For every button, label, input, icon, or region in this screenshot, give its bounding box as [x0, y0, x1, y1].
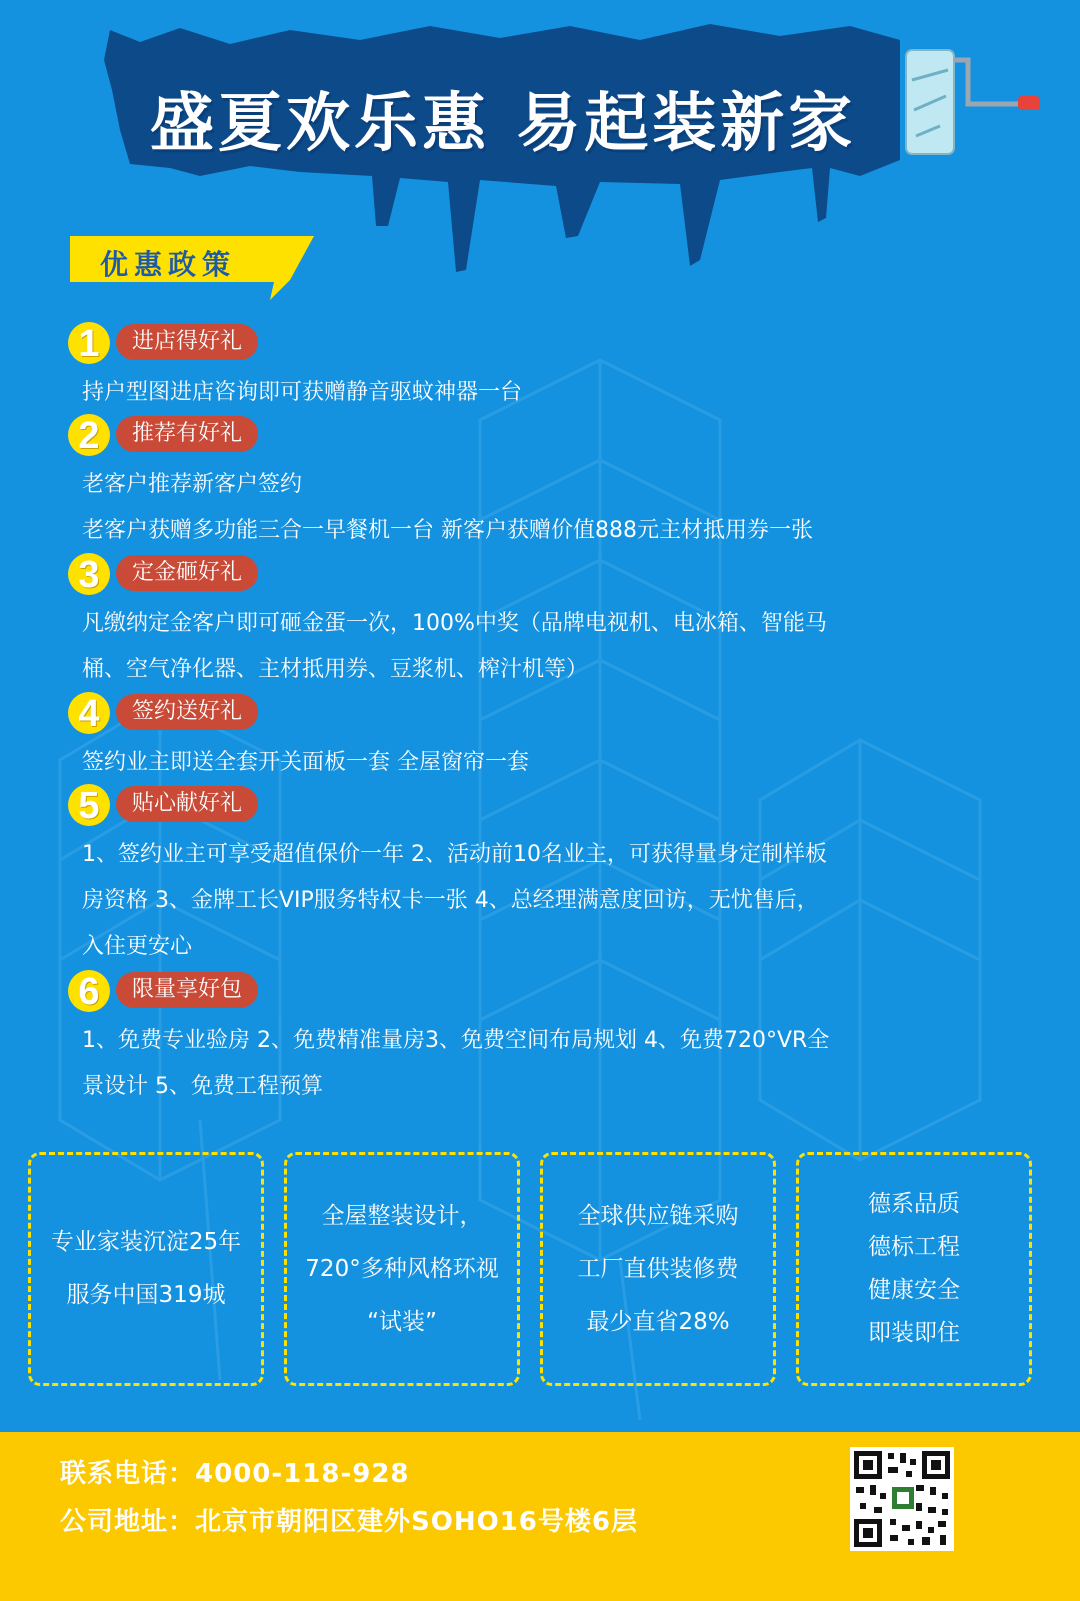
- qr-code-icon[interactable]: [850, 1447, 954, 1551]
- feature-text: 健康安全: [868, 1277, 960, 1303]
- policy-tag-label: 优惠政策: [100, 248, 237, 281]
- number-badge: 2: [68, 414, 110, 456]
- policy-item-label: 贴心献好礼: [116, 786, 258, 822]
- company-address: [60, 1501, 638, 1538]
- policy-item: [68, 322, 1028, 416]
- policy-item: [68, 553, 1028, 693]
- feature-text: 服务中国319城: [66, 1282, 226, 1308]
- policy-item: [68, 784, 1028, 970]
- number-badge: 5: [68, 784, 110, 826]
- feature-text: 全球供应链采购: [577, 1202, 739, 1229]
- phone-number[interactable]: 4000-118-928: [195, 1459, 410, 1489]
- feature-text: 德标工程: [868, 1234, 960, 1260]
- feature-text: “试装”: [367, 1308, 437, 1335]
- policy-item: [68, 970, 1028, 1110]
- number-badge: 4: [68, 692, 110, 734]
- number-badge: 6: [68, 970, 110, 1012]
- phone-label: 联系电话：: [60, 1459, 196, 1489]
- page-title: 盛夏欢乐惠 易起装新家: [150, 87, 857, 161]
- policy-item-label: 定金砸好礼: [116, 555, 258, 591]
- policy-item-text: 持户型图进店咨询即可获赠静音驱蚊神器一台: [82, 380, 523, 405]
- feature-boxes: [28, 1152, 1052, 1384]
- feature-text: 全屋整装设计，: [321, 1202, 483, 1229]
- address-text: 北京市朝阳区建外SOHO16号楼6层: [195, 1507, 638, 1537]
- contact-phone: [60, 1453, 410, 1490]
- policy-item-text: 入住更安心: [82, 934, 193, 959]
- feature-box: [28, 1152, 264, 1386]
- policy-item-text: 1、签约业主可享受超值保价一年 2、活动前10名业主，可获得量身定制样板: [82, 842, 827, 867]
- policy-item: [68, 414, 1028, 554]
- feature-text: 720°多种风格环视: [305, 1255, 499, 1282]
- paint-roller-icon: [906, 50, 1040, 154]
- feature-box: [540, 1152, 776, 1386]
- policy-item-text: 1、免费专业验房 2、免费精准量房3、免费空间布局规划 4、免费720°VR全: [82, 1028, 830, 1053]
- policy-item-text: 桶、空气净化器、主材抵用券、豆浆机、榨汁机等）: [82, 657, 589, 682]
- policy-item-text: 房资格 3、金牌工长VIP服务特权卡一张 4、总经理满意度回访，无忧售后，: [82, 888, 819, 913]
- policy-item-text: 老客户获赠多功能三合一早餐机一台 新客户获赠价值888元主材抵用券一张: [82, 518, 813, 543]
- feature-box: [284, 1152, 520, 1386]
- feature-text: 德系品质: [868, 1191, 960, 1217]
- policy-item: [68, 692, 1028, 786]
- feature-text: 最少直省28%: [586, 1308, 730, 1335]
- policy-item-label: 进店得好礼: [116, 324, 258, 360]
- number-badge: 3: [68, 553, 110, 595]
- policy-item-label: 签约送好礼: [116, 694, 258, 730]
- policy-item-text: 签约业主即送全套开关面板一套 全屋窗帘一套: [82, 750, 529, 775]
- feature-text: 专业家装沉淀25年: [50, 1229, 242, 1255]
- feature-text: 即装即住: [868, 1320, 960, 1346]
- policy-item-text: 景设计 5、免费工程预算: [82, 1074, 323, 1099]
- feature-box: [796, 1152, 1032, 1386]
- address-label: 公司地址：: [60, 1507, 196, 1537]
- policy-item-text: 老客户推荐新客户签约: [82, 472, 303, 497]
- policy-item-label: 限量享好包: [116, 972, 258, 1008]
- number-badge: 1: [68, 322, 110, 364]
- policy-item-text: 凡缴纳定金客户即可砸金蛋一次，100%中奖（品牌电视机、电冰箱、智能马: [82, 611, 827, 636]
- policy-item-label: 推荐有好礼: [116, 416, 258, 452]
- feature-text: 工厂直供装修费: [577, 1255, 739, 1282]
